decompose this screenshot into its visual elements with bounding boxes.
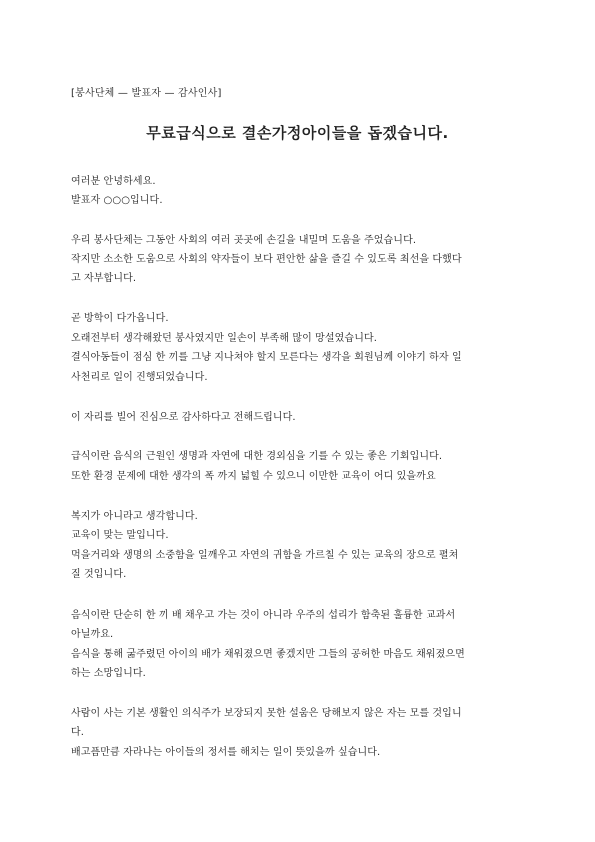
- body-line: 다.: [71, 727, 85, 738]
- body-line: 하는 소망입니다.: [71, 668, 146, 679]
- body-line: 이 자리를 빌어 진심으로 감사하다고 전해드립니다.: [71, 412, 296, 423]
- body-line: 질 것입니다.: [71, 569, 127, 580]
- body-line: 또한 환경 문제에 대한 생각의 폭 까지 넓힐 수 있으니 이만한 교육이 어디 있을까요: [71, 471, 436, 482]
- body-line: 음식이란 단순히 한 끼 배 채우고 가는 것이 아니라 우주의 섭리가 함축된 훌륭한 교과서: [71, 610, 456, 621]
- body-line: 음식을 통해 굶주렸던 아이의 배가 채워졌으면 좋겠지만 그들의 공허한 마음도 채워졌으면: [71, 649, 465, 660]
- body-line: 여러분 안녕하세요.: [71, 176, 156, 187]
- body-line: 복지가 아니라고 생각합니다.: [71, 511, 198, 522]
- body-line: 곧 방학이 다가옵니다.: [71, 313, 169, 324]
- body-line: 사람이 사는 기본 생활인 의식주가 보장되지 못한 설움은 당해보지 않은 자는 모를 것입니: [71, 708, 462, 719]
- body-line: 아닐까요.: [71, 629, 114, 640]
- document-header: [봉사단체 — 발표자 — 감사인사]: [71, 88, 222, 99]
- body-line: 결식아동들이 점심 한 끼를 그냥 지나쳐야 할지 모른다는 생각을 회원님께 이야기 하자 일: [71, 352, 462, 363]
- body-line: 발표자 ○○○입니다.: [71, 195, 163, 206]
- document-title: 무료급식으로 결손가정아이들을 돕겠습니다.: [146, 124, 449, 142]
- body-line: 교육이 맞는 말입니다.: [71, 530, 169, 541]
- body-line: 고 자부합니다.: [71, 273, 137, 284]
- body-line: 사천리로 일이 진행되었습니다.: [71, 372, 208, 383]
- body-line: 급식이란 음식의 근원인 생명과 자연에 대한 경외심을 기를 수 있는 좋은 기회입니다.: [71, 451, 443, 462]
- body-line: 작지만 소소한 도움으로 사회의 약자들이 보다 편안한 삶을 즐길 수 있도록 최선을 다했다: [71, 254, 462, 265]
- body-line: 우리 봉사단체는 그동안 사회의 여러 곳곳에 손길을 내밀며 도움을 주었습니다.: [71, 235, 417, 246]
- body-line: 배고픔만큼 자라나는 아이들의 정서를 해치는 일이 뜻있을까 싶습니다.: [71, 747, 381, 758]
- body-line: 오래전부터 생각해왔던 봉사였지만 일손이 부족해 많이 망설였습니다.: [71, 333, 377, 344]
- body-line: 먹을거리와 생명의 소중함을 일깨우고 자연의 귀함을 가르칠 수 있는 교육의 장으로 펼쳐: [71, 550, 459, 561]
